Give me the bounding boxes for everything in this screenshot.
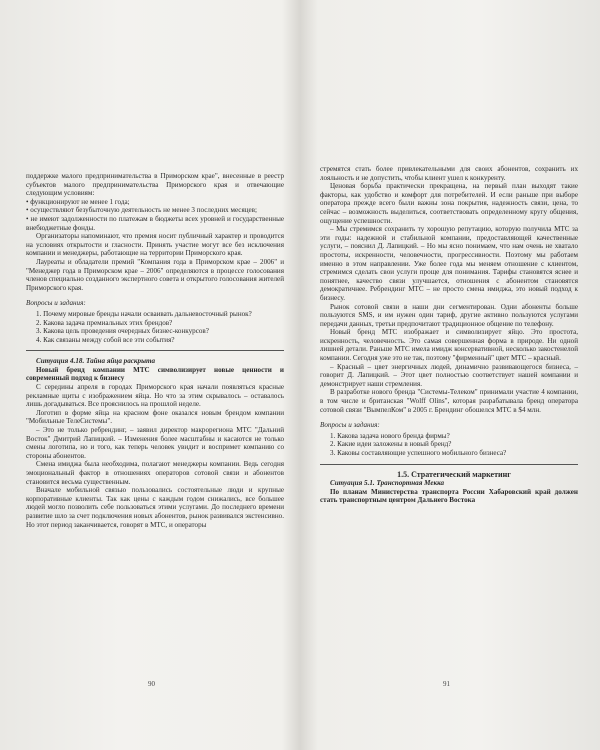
right-page (300, 0, 600, 750)
situation-title: Ситуация 4.18. Тайна яйца раскрыта (36, 357, 156, 366)
paragraph: Вначале мобильной связью пользовались состоятельные люди и крупные корпоративные клиенты. Так как цены с каждым годом снижались, все большее людей могло позволить себе пользоваться этими услугами. До последнего времени развитие шло за счет подключения новых абонентов, рынок развивался экстенсивно. Но этот период заканчивается, говорят в МТС, и операторы (26, 486, 284, 529)
question-item: 4. Как связаны между собой все эти события? (36, 335, 175, 344)
situation-subtitle: По планам Министерства транспорта России Хабаровский край должен стать транспортным центром Дальнего Востока (320, 487, 578, 505)
section-divider (320, 464, 578, 465)
left-page-text (26, 172, 284, 529)
bullet-item: • не имеют задолженности по платежам в бюджеты всех уровней и государственные внебюджетные фонды. (26, 214, 284, 232)
questions-list (320, 432, 578, 458)
bullet-item: • осуществляют безубыточную деятельность не менее 3 последних месяцев; (26, 206, 257, 215)
paragraph: Лауреаты и обладатели премий "Компания года в Приморском крае – 2006" и "Менеджер года в Приморском крае – 2006" определяются в процессе голосования членов специально созданного экспертного совета и открытого голосования жителей Приморского края. (26, 257, 284, 292)
question-item: 2. Какова задача премиальных этих брендов? (36, 318, 173, 327)
questions-title: Вопросы и задания: (320, 421, 380, 430)
situation-title: Ситуация 5.1. Транспортная Мекка (330, 479, 445, 488)
page-number: 91 (443, 680, 450, 688)
section-divider (26, 350, 284, 351)
paragraph: поддержке малого предпринимательства в Приморском крае", внесенные в реестр субъектов малого предпринимательства Приморского края и отвечающие следующим условиям: (26, 172, 284, 198)
paragraph: – Мы стремимся сохранить ту хорошую репутацию, которую получила МТС за эти годы: надежной и стабильной компании, предоставляющей качественные услуги, – пояснил Д. Лапицкий. – Но мы ясно понимаем, что нам очень не хватало простоты, искренности, человечности, прогрессивности. Поэтому мы работаем именно в этом направлении. Уже более года мы меняем отношение с клиентом, стремимся сделать свои услуги проще для понимания. Тарифы становятся яснее и понятнее, качество связи улучшается, отношения с абонентом становятся демократичнее. Ребрендинг МТС – не просто смена имиджа, это новый подход к бизнесу. (320, 225, 578, 302)
question-item: 1. Почему мировые бренды начали осваивать дальневосточный рынок? (36, 309, 252, 318)
question-item: 1. Какова задача нового бренда фирмы? (330, 431, 450, 440)
paragraph: Логотип в форме яйца на красном фоне оказался новым брендом компании "Мобильные ТелеСистемы". (26, 408, 284, 426)
paragraph: – Это не только ребрендинг, – заявил директор макрорегиона МТС "Дальний Восток" Дмитрий Лапицкий. – Изменения более масштабны и касаются не только смены логотипа, но и того, как теперь человек увидит и воспримет компанию со стороны абонентов. (26, 426, 284, 460)
right-page-text (320, 165, 578, 505)
paragraph: – Красный – цвет энергичных людей, динамично развивающегося бизнеса, – говорит Д. Лапицкий. – Этот цвет полностью соответствует нашей компании и демонстрирует наши стремления. (320, 362, 578, 388)
question-item: 3. Каковы составляющие успешного мобильного бизнеса? (330, 449, 507, 457)
paragraph: С середины апреля в городах Приморского края начали появляться красные рекламные щиты с изображением яйца. Но что за этим скрывалось – оставалось лишь догадываться. Все прояснилось на прошлой неделе. (26, 383, 284, 409)
situation-subtitle: Новый бренд компании МТС символизирует новые ценности и современный подход к бизнесу (26, 365, 284, 383)
section-title: 1.5. Стратегический маркетинг (397, 469, 511, 479)
questions-list (26, 310, 284, 344)
paragraph: Организаторы напоминают, что премия носит публичный характер и проводится на условиях открытости и гласности. Принять участие могут все без исключения компании и менеджеры, работающие на территории Приморского края. (26, 232, 284, 258)
paragraph: Рынок сотовой связи в наши дни сегментирован. Одни абоненты больше пользуются SMS, и им нужен один тариф, другие активно пользуются услугами передачи данных, третьи предпочитают традиционное общение по телефону. (320, 302, 578, 328)
paragraph: Новый бренд МТС изображает и символизирует яйцо. Это простота, искренность, человечность. Это самая совершенная форма в природе. Ни одной лишней детали. Раньше МТС имела имидж консервативной, несколько закостенелой компании. Сегодня уже это не так, поэтому "фирменный" цвет МТС – красный. (320, 328, 578, 363)
question-item: 3. Какова цель проведения очередных бизнес-конкурсов? (36, 327, 209, 336)
question-item: 2. Какие идеи заложены в новый бренд? (330, 440, 452, 449)
paragraph: Ценовая борьба практически прекращена, на первый план выходят такие факторы, как удобство и комфорт для потребителей. И если раньше при выборе оператора прежде всего были важны зона покрытия, надежность связи, цена, то сейчас – возможность выделиться, соответствовать определенному кругу общения, ощущение успешности. (320, 182, 578, 225)
paragraph: стремятся стать более привлекательными для своих абонентов, сохранить их лояльность и не допустить, чтобы клиент ушел к конкуренту. (320, 165, 578, 182)
questions-title: Вопросы и задания: (26, 299, 86, 308)
paragraph: В разработке нового бренда "Системы-Телеком" принимали участие 4 компании, в том числе и британская "Wolff Olins", которая разрабатывала бренд оператора сотовой связи "ВымпелКом" в 2005 г. Брендинг обошелся МТС в $4 млн. (320, 388, 578, 414)
paragraph: Смена имиджа была необходима, полагают менеджеры компании. Ведь сегодня эмоциональный фактор в отношениях операторов сотовой связи и абонентов становится весьма существенным. (26, 460, 284, 486)
bullet-item: • функционируют не менее 1 года; (26, 197, 130, 206)
page-number: 90 (148, 680, 155, 688)
